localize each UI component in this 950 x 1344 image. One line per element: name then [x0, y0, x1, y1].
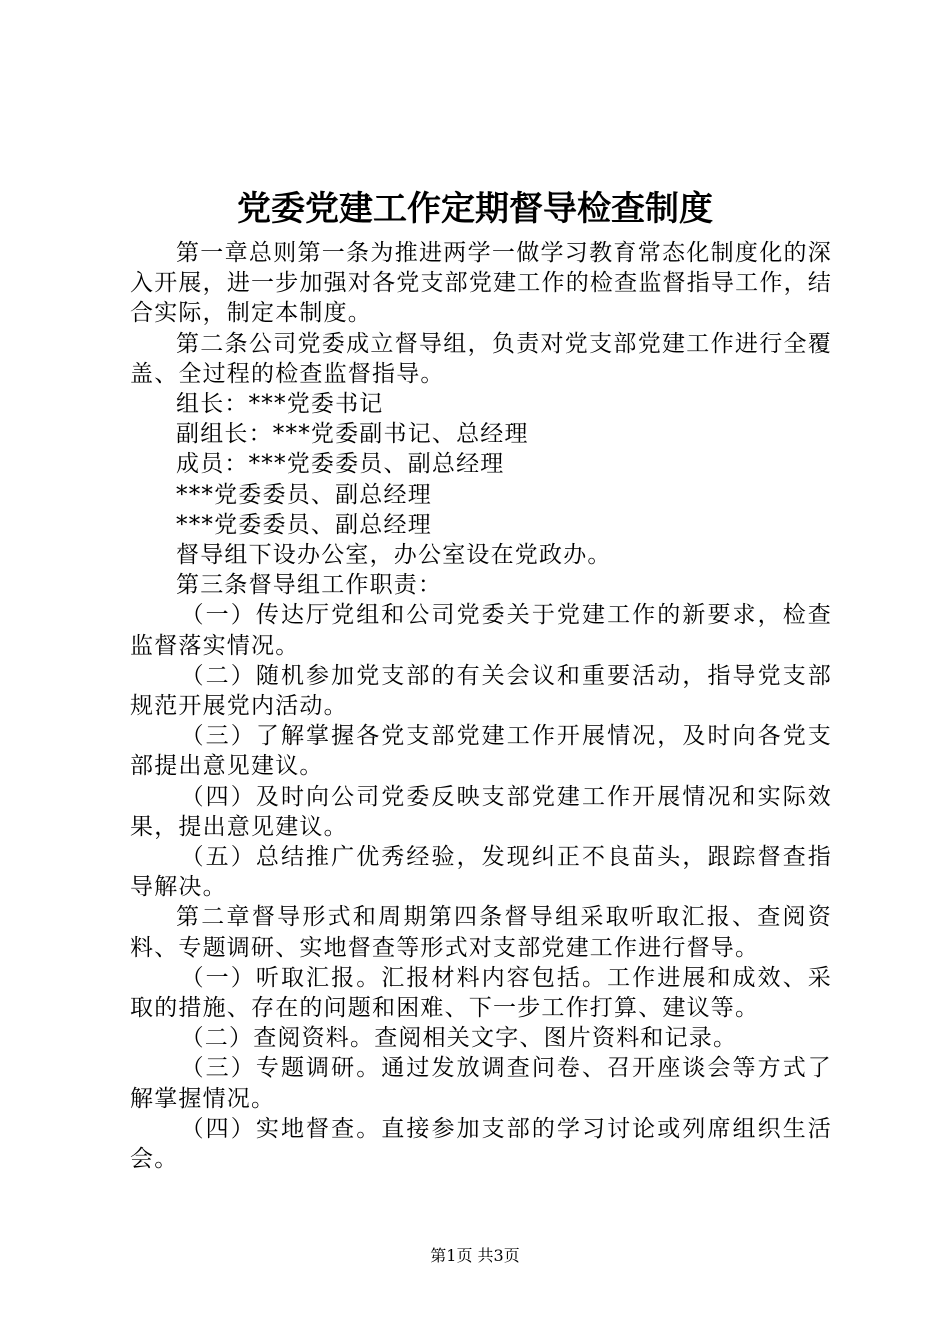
paragraph: （四）实地督查。直接参加支部的学习讨论或列席组织生活会。: [130, 1115, 832, 1173]
paragraph: （三）了解掌握各党支部党建工作开展情况，及时向各党支部提出意见建议。: [130, 723, 832, 780]
paragraph: 第二条公司党委成立督导组，负责对党支部党建工作进行全覆盖、全过程的检查监督指导。: [130, 330, 832, 387]
paragraph: 第二章督导形式和周期第四条督导组采取听取汇报、查阅资料、专题调研、实地督查等形式对支部党建工作进行督导。: [130, 904, 832, 961]
paragraph: ***党委委员、副总经理: [176, 481, 432, 508]
paragraph: （二）查阅资料。查阅相关文字、图片资料和记录。: [180, 1025, 738, 1052]
paragraph: 组长：***党委书记: [176, 391, 384, 418]
paragraph: （五）总结推广优秀经验，发现纠正不良苗头，跟踪督查指导解决。: [130, 844, 832, 901]
paragraph: 第一章总则第一条为推进两学一做学习教育常态化制度化的深入开展，进一步加强对各党支部党建工作的检查监督指导工作，结合实际，制定本制度。: [130, 240, 832, 327]
page-footer: 第1页 共3页: [430, 1246, 520, 1265]
paragraph: 成员：***党委委员、副总经理: [176, 451, 505, 478]
paragraph: （一）听取汇报。汇报材料内容包括。工作进展和成效、采取的措施、存在的问题和困难、下一步工作打算、建议等。: [130, 964, 832, 1022]
paragraph: 副组长：***党委副书记、总经理: [176, 421, 529, 448]
paragraph: （四）及时向公司党委反映支部党建工作开展情况和实际效果，提出意见建议。: [130, 783, 832, 840]
document-title: 党委党建工作定期督导检查制度: [237, 189, 713, 229]
paragraph: （一）传达厅党组和公司党委关于党建工作的新要求，检查监督落实情况。: [130, 602, 832, 659]
paragraph: 第三条督导组工作职责：: [176, 572, 443, 599]
paragraph: 督导组下设办公室，办公室设在党政办。: [176, 542, 612, 569]
document-body: [130, 238, 832, 1174]
paragraph: （二）随机参加党支部的有关会议和重要活动，指导党支部规范开展党内活动。: [130, 662, 832, 720]
paragraph: ***党委委员、副总经理: [176, 511, 432, 538]
paragraph: （三）专题调研。通过发放调查问卷、召开座谈会等方式了解掌握情况。: [130, 1055, 832, 1112]
